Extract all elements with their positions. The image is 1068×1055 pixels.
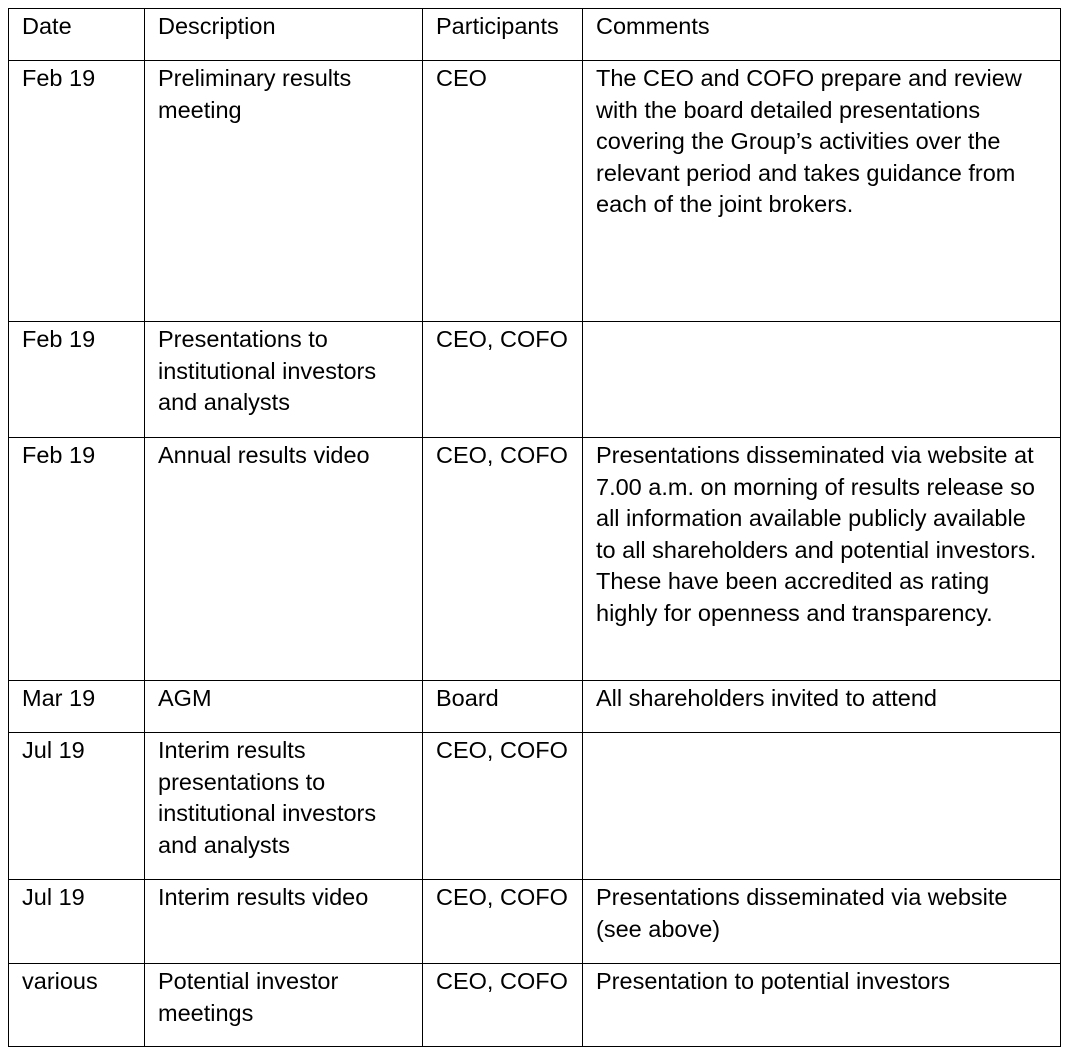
row-date: Feb 19	[9, 61, 145, 322]
header-participants: Participants	[423, 9, 583, 61]
table-row	[9, 681, 1061, 733]
row-comments: All shareholders invited to attend	[583, 681, 1061, 733]
row-description: AGM	[145, 681, 423, 733]
row-description: Annual results video	[145, 438, 423, 681]
row-comments: The CEO and COFO prepare and review with the board detailed presentations covering the Group’s activities over the relevant period and takes guidance from each of the joint brokers.	[583, 61, 1061, 322]
row-description: Interim results video	[145, 880, 423, 964]
table-row	[9, 733, 1061, 880]
row-comments: Presentations disseminated via website at 7.00 a.m. on morning of results release so all information available publicly available to all shareholders and potential investors. These have been accredited as rating highly for openness and transparency.	[583, 438, 1061, 681]
row-date: Feb 19	[9, 322, 145, 438]
table-row	[9, 880, 1061, 964]
table-header-row	[9, 9, 1061, 61]
table-row	[9, 61, 1061, 322]
row-date: Feb 19	[9, 438, 145, 681]
header-date: Date	[9, 9, 145, 61]
table-row	[9, 438, 1061, 681]
row-participants: CEO, COFO	[423, 322, 583, 438]
row-date: Jul 19	[9, 880, 145, 964]
row-description: Presentations to institutional investors and analysts	[145, 322, 423, 438]
table-row	[9, 964, 1061, 1047]
row-date: Jul 19	[9, 733, 145, 880]
row-description: Potential investor meetings	[145, 964, 423, 1047]
row-comments: Presentations disseminated via website (see above)	[583, 880, 1061, 964]
row-participants: CEO, COFO	[423, 733, 583, 880]
row-date: various	[9, 964, 145, 1047]
row-description: Interim results presentations to institutional investors and analysts	[145, 733, 423, 880]
table-row	[9, 322, 1061, 438]
row-description: Preliminary results meeting	[145, 61, 423, 322]
row-participants: CEO, COFO	[423, 880, 583, 964]
row-comments	[583, 322, 1061, 438]
row-comments: Presentation to potential investors	[583, 964, 1061, 1047]
row-participants: CEO, COFO	[423, 438, 583, 681]
row-participants: CEO, COFO	[423, 964, 583, 1047]
row-participants	[423, 61, 583, 322]
row-participants: Board	[423, 681, 583, 733]
participants-text: CEO	[436, 65, 487, 91]
header-description: Description	[145, 9, 423, 61]
investor-relations-table	[8, 8, 1061, 1047]
header-comments: Comments	[583, 9, 1061, 61]
row-comments	[583, 733, 1061, 880]
row-date: Mar 19	[9, 681, 145, 733]
